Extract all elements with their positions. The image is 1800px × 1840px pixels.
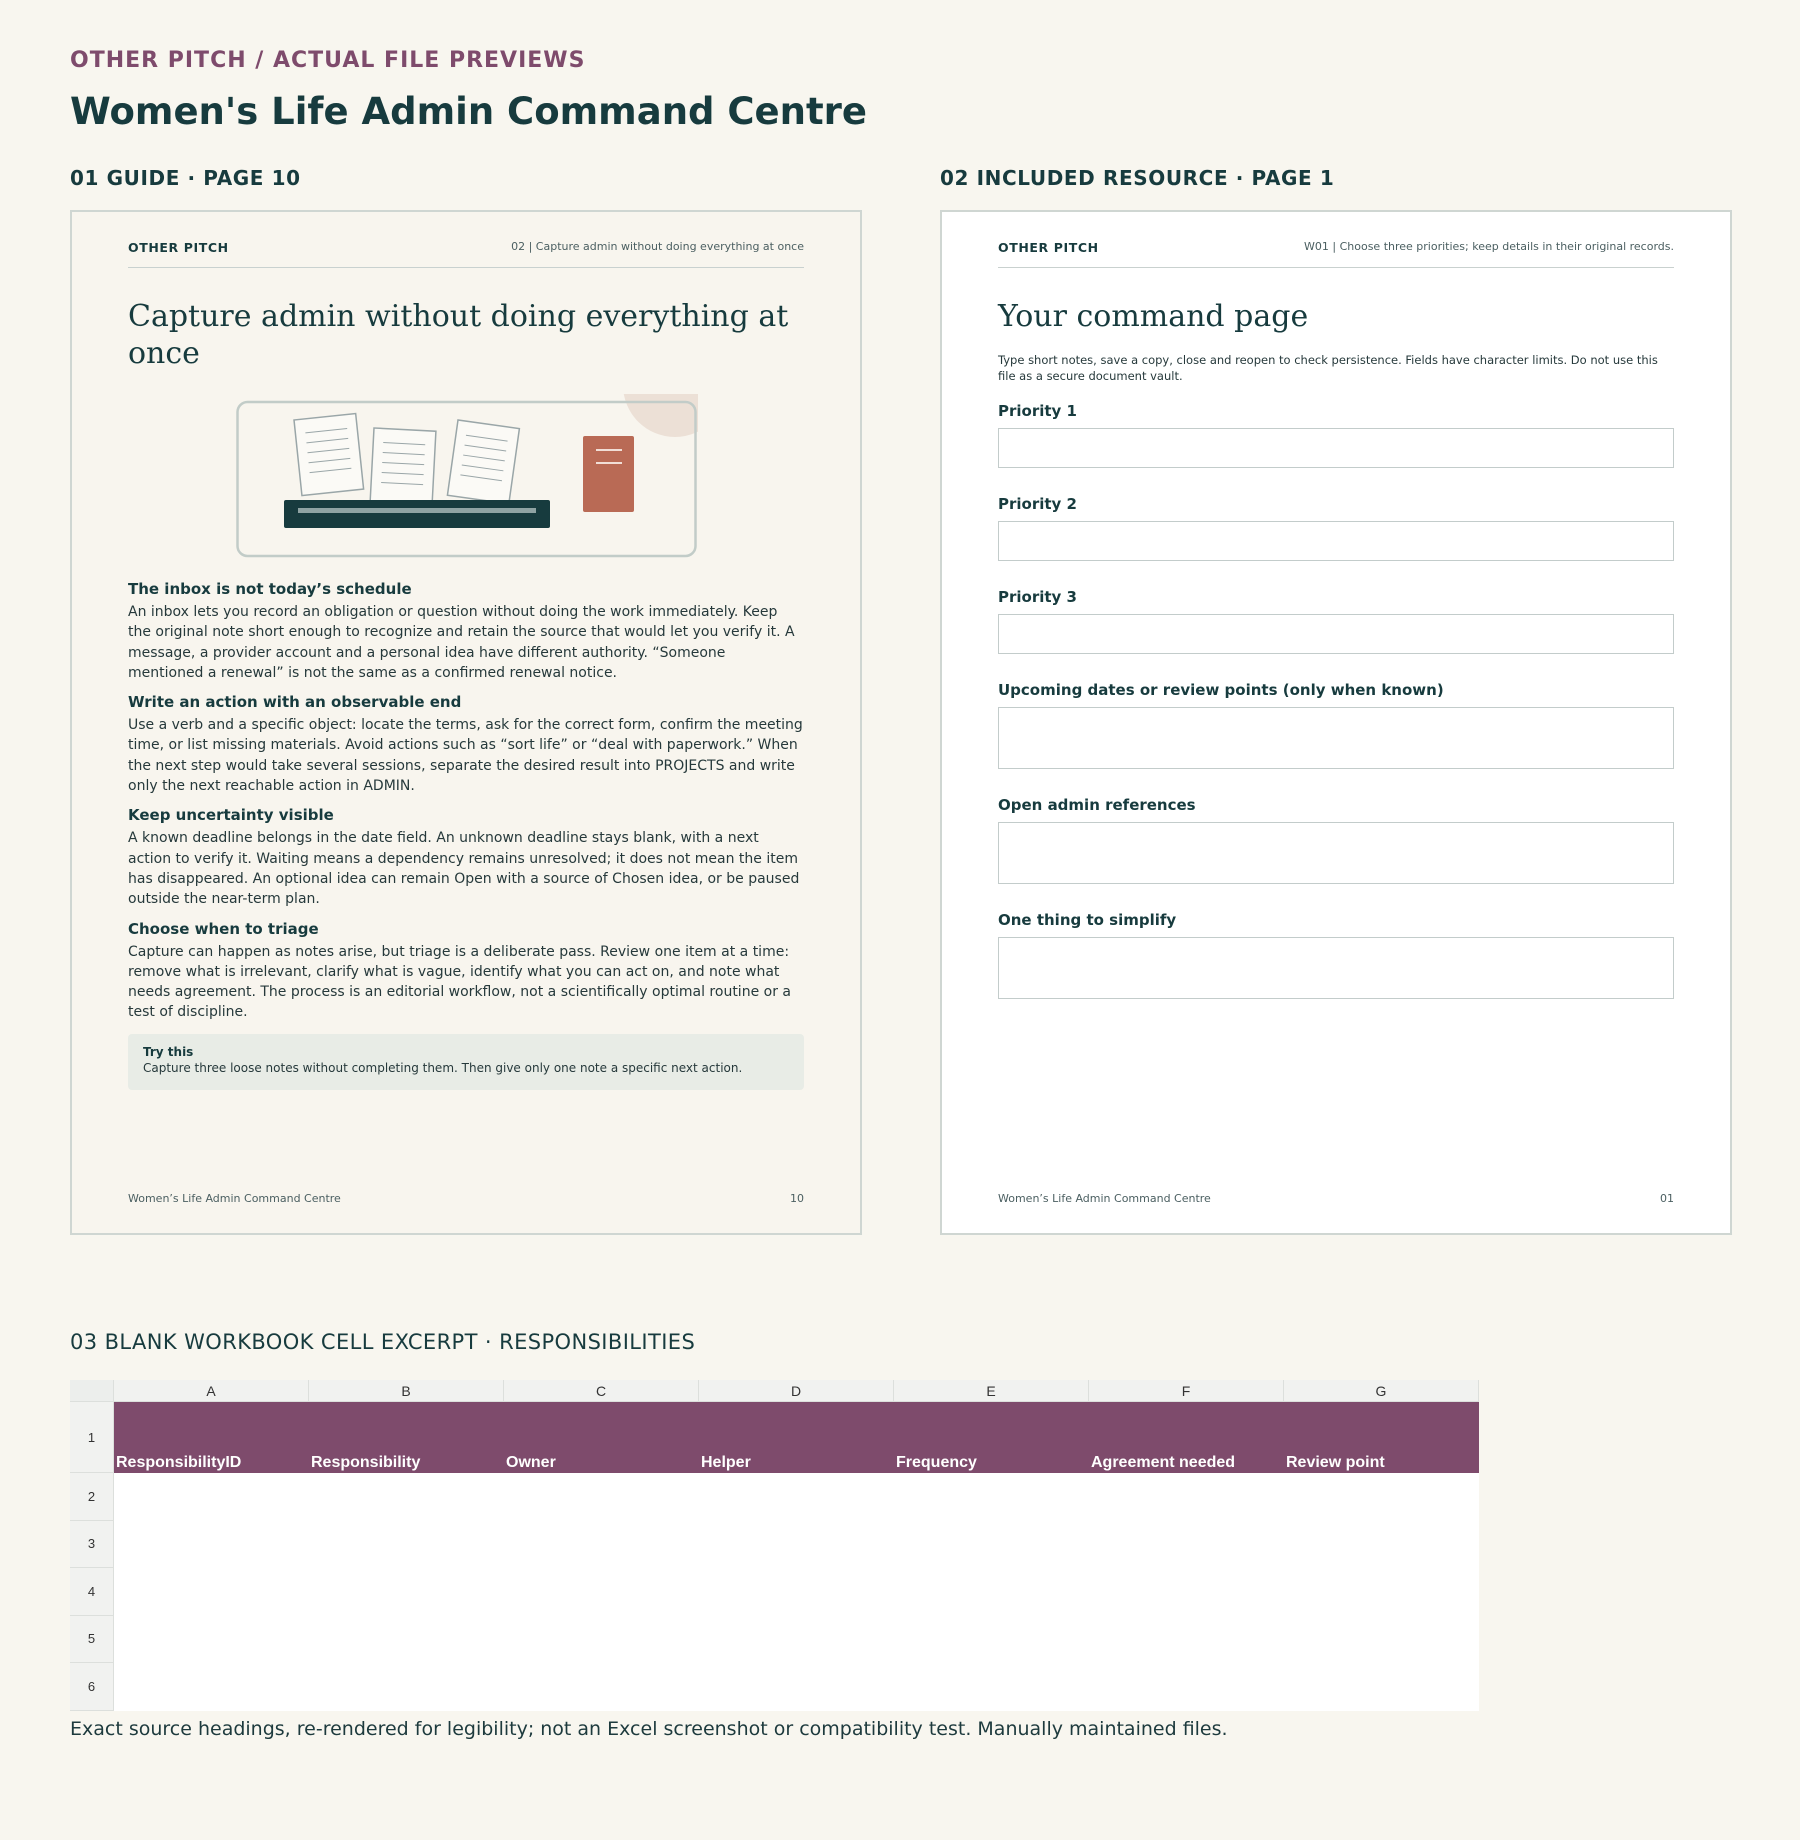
cell[interactable] [309,1521,504,1569]
cell[interactable] [114,1616,309,1664]
field-label: Priority 3 [998,588,1077,606]
cell[interactable] [309,1663,504,1711]
row-number: 3 [70,1521,114,1569]
cell[interactable] [894,1473,1089,1521]
header-cell: Review point [1284,1402,1479,1473]
cell[interactable] [1089,1521,1284,1569]
cell[interactable] [1284,1663,1479,1711]
running-head: 02 | Capture admin without doing everything at once [511,240,804,253]
running-head: W01 | Choose three priorities; keep details in their original records. [1304,240,1674,253]
header-cell: Owner [504,1402,699,1473]
page-number: 10 [790,1192,804,1205]
one-thing-to-simplify-field[interactable] [998,937,1674,999]
cell[interactable] [894,1568,1089,1616]
row-number: 5 [70,1616,114,1664]
footer-title: Women’s Life Admin Command Centre [998,1192,1211,1205]
inbox-tray-icon [284,500,550,528]
priority-1-field[interactable] [998,428,1674,468]
cell[interactable] [309,1473,504,1521]
inbox-illustration [236,394,698,558]
try-this-title: Try this [143,1045,194,1059]
brand-label: OTHER PITCH [128,240,229,255]
main-title: Women's Life Admin Command Centre [70,90,868,133]
table-row [70,1568,1479,1616]
caption: Exact source headings, re-rendered for legibility; not an Excel screenshot or compatibility test. Manually maintained files. [70,1718,1228,1740]
header-cell: ResponsibilityID [114,1402,309,1473]
page-footer [128,1192,804,1205]
cell[interactable] [504,1616,699,1664]
section-body: Use a verb and a specific object: locate the terms, ask for the correct form, confirm the meeting time, or list missing materials. Avoid actions such as “sort life” or “deal with paperwork.” When the next step would take several sessions, separate the desired result into PROJECTS and write only the next reachable action in ADMIN. [128,717,803,795]
column-header: G [1284,1380,1479,1402]
section-label-resource: 02 INCLUDED RESOURCE · PAGE 1 [940,166,1335,190]
column-header: E [894,1380,1089,1402]
section-body: Capture can happen as notes arise, but triage is a deliberate pass. Review one item at a time: remove what is irrelevant, clarify what is vague, identify what you can act on, and note what needs agreement. The process is an editorial workflow, not a scientifically optimal routine or a test of discipline. [128,943,791,1021]
table-row [70,1663,1479,1711]
section-label-guide: 01 GUIDE · PAGE 10 [70,166,301,190]
column-header: C [504,1380,699,1402]
cell[interactable] [114,1473,309,1521]
brand-label: OTHER PITCH [998,240,1099,255]
spreadsheet-excerpt [70,1380,1479,1711]
cell[interactable] [309,1616,504,1664]
section-heading: Keep uncertainty visible [128,806,334,825]
upcoming-dates-field[interactable] [998,707,1674,769]
cell[interactable] [309,1568,504,1616]
row-number: 2 [70,1473,114,1521]
intro-text: Type short notes, save a copy, close and reopen to check persistence. Fields have character limits. Do not use this file as a secure document vault. [998,353,1658,383]
table-row [70,1473,1479,1521]
section-heading: Choose when to triage [128,919,319,938]
cell[interactable] [1284,1521,1479,1569]
cell[interactable] [699,1521,894,1569]
section-body: A known deadline belongs in the date field. An unknown deadline stays blank, with a next action to verify it. Waiting means a dependency remains unresolved; it does not mean the item has disappeared. An optional idea can remain Open with a source of Chosen idea, or be paused outside the near-term plan. [128,830,800,908]
cell[interactable] [1089,1616,1284,1664]
paper-icon [447,420,519,504]
cell[interactable] [1284,1568,1479,1616]
page-number: 01 [1660,1192,1674,1205]
header-cell: Helper [699,1402,894,1473]
open-admin-references-field[interactable] [998,822,1674,884]
column-header-row [70,1380,1479,1402]
cell[interactable] [1284,1473,1479,1521]
cell[interactable] [504,1663,699,1711]
guide-section [128,806,804,909]
cell[interactable] [1089,1473,1284,1521]
column-header: A [114,1380,309,1402]
try-this-callout [128,1034,804,1090]
cell[interactable] [504,1521,699,1569]
guide-section [128,580,804,683]
row-number: 6 [70,1663,114,1711]
cell[interactable] [1284,1616,1479,1664]
header-cell: Agreement needed [1089,1402,1284,1473]
form-fields [998,402,1674,1026]
cell[interactable] [894,1616,1089,1664]
cell[interactable] [114,1568,309,1616]
resource-page-preview [940,210,1732,1235]
page-title: Capture admin without doing everything at once [128,299,789,371]
cell[interactable] [699,1473,894,1521]
priority-2-field[interactable] [998,521,1674,561]
section-heading: Write an action with an observable end [128,693,462,712]
row-number: 4 [70,1568,114,1616]
paper-icon [370,428,436,507]
field-label: Upcoming dates or review points (only when known) [998,681,1444,699]
cell[interactable] [504,1473,699,1521]
cell[interactable] [504,1568,699,1616]
eyebrow: OTHER PITCH / ACTUAL FILE PREVIEWS [70,48,586,73]
select-all-corner [70,1380,114,1402]
cell[interactable] [1089,1568,1284,1616]
column-header: B [309,1380,504,1402]
field-label: Open admin references [998,796,1196,814]
field-label: Priority 1 [998,402,1077,420]
section-label-workbook: 03 BLANK WORKBOOK CELL EXCERPT · RESPONSIBILITIES [70,1330,696,1354]
accent-circle [623,394,698,437]
guide-body [128,580,804,1033]
field-label: One thing to simplify [998,911,1177,929]
column-header: D [699,1380,894,1402]
try-this-text: Capture three loose notes without completing them. Then give only one note a specific next action. [143,1061,743,1075]
table-row [70,1521,1479,1569]
footer-title: Women’s Life Admin Command Centre [128,1192,341,1205]
folder-icon [583,436,634,512]
header-row [70,1402,1479,1473]
section-heading: The inbox is not today’s schedule [128,580,412,598]
cell[interactable] [114,1521,309,1569]
cell[interactable] [894,1521,1089,1569]
guide-section [128,920,804,1023]
priority-3-field[interactable] [998,614,1674,654]
guide-page-preview [70,210,862,1235]
column-header: F [1089,1380,1284,1402]
cell[interactable] [1089,1663,1284,1711]
page-header [998,240,1674,268]
cell[interactable] [699,1568,894,1616]
table-row [70,1616,1479,1664]
cell[interactable] [699,1663,894,1711]
page-footer [998,1192,1674,1205]
paper-icon [294,414,364,496]
page-header [128,240,804,268]
guide-section [128,693,804,796]
header-cell: Responsibility [309,1402,504,1473]
field-label: Priority 2 [998,495,1077,513]
cell[interactable] [699,1616,894,1664]
cell[interactable] [114,1663,309,1711]
page-title: Your command page [998,299,1309,334]
header-cell: Frequency [894,1402,1089,1473]
row-number: 1 [70,1402,114,1473]
cell[interactable] [894,1663,1089,1711]
section-body: An inbox lets you record an obligation or question without doing the work immediately. Keep the original note short enough to recognize and retain the source that would let you verify it. A message, a provider account and a personal idea have different authority. “Someone mentioned a renewal” is not the same as a confirmed renewal notice. [128,604,795,681]
